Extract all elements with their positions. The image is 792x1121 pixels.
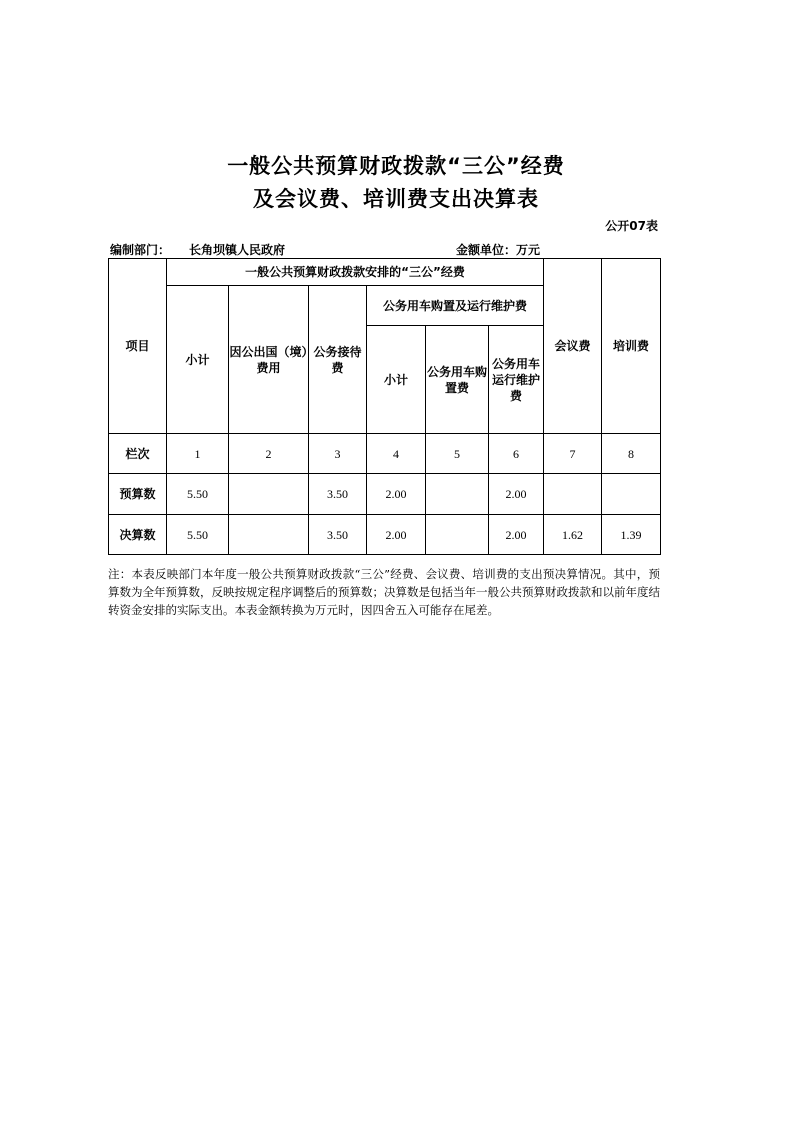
table-cell [229,515,309,555]
table-cell: 2.00 [489,515,544,555]
table-cell: 4 [367,434,426,474]
table-cell: 3.50 [309,474,367,515]
header-vehicle-group: 公务用车购置及运行维护费 [367,286,544,326]
header-vehicle-purchase: 公务用车购置费 [426,326,489,434]
form-code: 公开07表 [605,219,658,233]
header-item: 项目 [109,259,167,434]
budget-table [108,258,661,555]
table-row [109,474,661,515]
table-row [109,434,661,474]
department-label: 编制部门： [110,243,171,257]
amount-unit: 金额单位：万元 [456,243,541,257]
table-cell: 6 [489,434,544,474]
table-cell: 1.62 [544,515,602,555]
page-title-line1: 一般公共预算财政拨款“三公”经费 [227,154,565,178]
table-cell: 2.00 [367,515,426,555]
table-cell: 7 [544,434,602,474]
table-cell: 2.00 [367,474,426,515]
footnote: 注：本表反映部门本年度一般公共预算财政拨款“三公”经费、会议费、培训费的支出预决算情况。其中，预算数为全年预算数，反映按规定程序调整后的预算数；决算数是包括当年一般公共预算财政拨款和以前年度结转资金安排的实际支出。本表金额转换为万元时，因四舍五入可能存在尾差。 [108,567,660,617]
header-three-expenses: 一般公共预算财政拨款安排的“三公”经费 [167,259,544,286]
header-subtotal: 小计 [167,286,229,434]
table-cell: 8 [602,434,661,474]
page-title-line2: 及会议费、培训费支出决算表 [253,187,539,211]
table-cell [426,515,489,555]
row-label: 栏次 [109,434,167,474]
table-cell: 2 [229,434,309,474]
header-vehicle-subtotal: 小计 [367,326,426,434]
table-cell: 5.50 [167,474,229,515]
table-cell [229,474,309,515]
header-meeting-fee: 会议费 [544,259,602,434]
department-name: 长角坝镇人民政府 [189,243,286,257]
row-label: 预算数 [109,474,167,515]
row-label: 决算数 [109,515,167,555]
header-vehicle-operation: 公务用车运行维护费 [489,326,544,434]
table-cell: 5 [426,434,489,474]
table-cell [602,474,661,515]
header-reception: 公务接待费 [309,286,367,434]
table-cell: 3 [309,434,367,474]
table-cell: 3.50 [309,515,367,555]
header-training-fee: 培训费 [602,259,661,434]
table-cell: 2.00 [489,474,544,515]
header-abroad: 因公出国（境）费用 [229,286,309,434]
table-cell: 1.39 [602,515,661,555]
table-cell: 1 [167,434,229,474]
table-cell: 5.50 [167,515,229,555]
table-cell [544,474,602,515]
table-cell [426,474,489,515]
table-row [109,515,661,555]
